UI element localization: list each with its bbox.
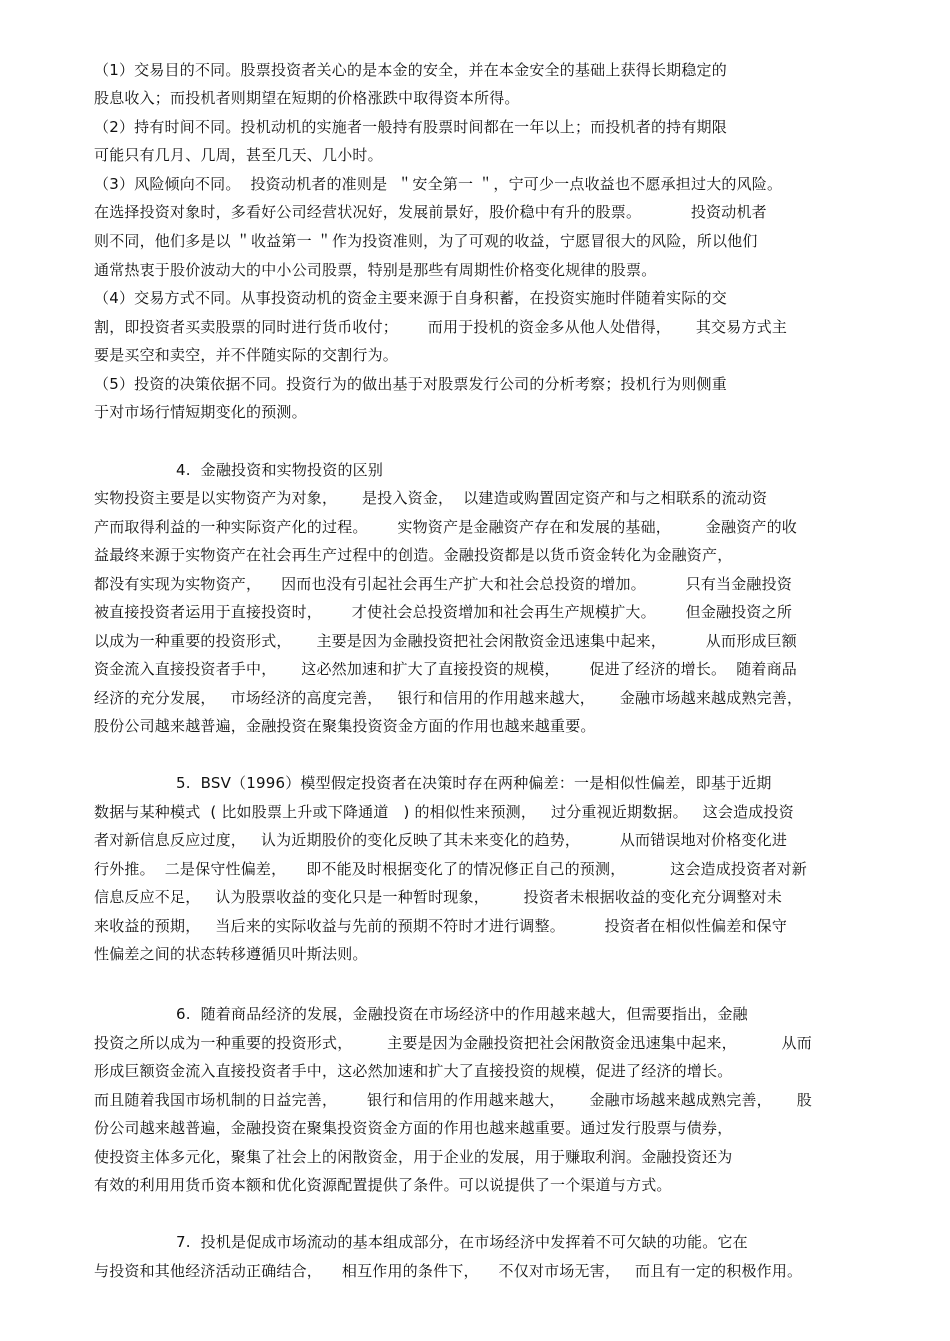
text-line: 投资之所以成为一种重要的投资形式， 主要是因为金融投资把社会闲散资金迅速集中起来， 从而 — [94, 1034, 812, 1052]
text-line: 实物投资主要是以实物资产为对象， 是投入资金， 以建造或购置固定资产和与之相联系的流动资 — [94, 489, 768, 507]
text-line: 数据与某种模式 ( 比如股票上升或下降通道 ) 的相似性来预测， 过分重视近期数据。 这会造成投资 — [94, 803, 794, 821]
text-line: 于对市场行情短期变化的预测。 — [94, 403, 307, 421]
text-line: 与投资和其他经济活动正确结合， 相互作用的条件下， 不仅对市场无害， 而且有一定的积极作用。 — [94, 1262, 803, 1280]
section-heading: 5. BSV（1996）模型假定投资者在决策时存在两种偏差：一是相似性偏差，即基于近期 — [176, 774, 772, 792]
text-line: 者对新信息反应过度， 认为近期股价的变化反映了其未来变化的趋势， 从而错误地对价格变化进 — [94, 831, 788, 849]
text-line: 有效的利用用货币资本额和优化资源配置提供了条件。可以说提供了一个渠道与方式。 — [94, 1176, 672, 1194]
text-line: 股息收入；而投机者则期望在短期的价格涨跌中取得资本所得。 — [94, 89, 520, 107]
text-line: 产而取得利益的一种实际资产化的过程。 实物资产是金融资产存在和发展的基础， 金融资产的收 — [94, 518, 797, 536]
section-heading: 6. 随着商品经济的发展，金融投资在市场经济中的作用越来越大，但需要指出，金融 — [176, 1005, 748, 1023]
text-line: 割，即投资者买卖股票的同时进行货币收付； 而用于投机的资金多从他人处借得， 其交易方式主 — [94, 318, 788, 336]
text-line: （2）持有时间不同。投机动机的实施者一般持有股票时间都在一年以上；而投机者的持有期限 — [94, 118, 727, 136]
section-heading: 4. 金融投资和实物投资的区别 — [176, 461, 384, 479]
text-line: 可能只有几月、几周，甚至几天、几小时。 — [94, 146, 383, 164]
text-line: 份公司越来越普遍，金融投资在聚集投资资金方面的作用也越来越重要。通过发行股票与债券， — [94, 1119, 733, 1137]
text-line: 行外推。 二是保守性偏差， 即不能及时根据变化了的情况修正自己的预测， 这会造成投资者对新 — [94, 860, 807, 878]
section-heading: 7. 投机是促成市场流动的基本组成部分，在市场经济中发挥着不可欠缺的功能。它在 — [176, 1233, 748, 1251]
text-line: 要是买空和卖空，并不伴随实际的交割行为。 — [94, 346, 399, 364]
text-line: 性偏差之间的状态转移遵循贝叶斯法则。 — [94, 945, 368, 963]
text-line: 信息反应不足， 认为股票收益的变化只是一种暂时现象， 投资者未根据收益的变化充分调整对未 — [94, 888, 783, 906]
text-line: 股份公司越来越普遍，金融投资在聚集投资资金方面的作用也越来越重要。 — [94, 717, 596, 735]
text-line: 通常热衷于股价波动大的中小公司股票，特别是那些有周期性价格变化规律的股票。 — [94, 261, 657, 279]
text-line: 被直接投资者运用于直接投资时， 才使社会总投资增加和社会再生产规模扩大。 但金融投资之所 — [94, 603, 793, 621]
text-line: 使投资主体多元化，聚集了社会上的闲散资金，用于企业的发展，用于赚取利润。金融投资还为 — [94, 1148, 733, 1166]
text-line: 以成为一种重要的投资形式， 主要是因为金融投资把社会闲散资金迅速集中起来， 从而形成巨额 — [94, 632, 797, 650]
text-line: （5）投资的决策依据不同。投资行为的做出基于对股票发行公司的分析考察；投机行为则侧重 — [94, 375, 727, 393]
text-line: 经济的充分发展， 市场经济的高度完善， 银行和信用的作用越来越大， 金融市场越来越成熟完善， — [94, 689, 803, 707]
text-line: 都没有实现为实物资产， 因而也没有引起社会再生产扩大和社会总投资的增加。 只有当金融投资 — [94, 575, 793, 593]
text-line: 来收益的预期， 当后来的实际收益与先前的预期不符时才进行调整。 投资者在相似性偏差和保守 — [94, 917, 788, 935]
text-line: 而且随着我国市场机制的日益完善， 银行和信用的作用越来越大， 金融市场越来越成熟完善， 股 — [94, 1091, 812, 1109]
text-line: 形成巨额资金流入直接投资者手中，这必然加速和扩大了直接投资的规模，促进了经济的增长。 — [94, 1062, 733, 1080]
text-line: 资金流入直接投资者手中， 这必然加速和扩大了直接投资的规模， 促进了经济的增长。 随着商品 — [94, 660, 797, 678]
text-line: （1）交易目的不同。股票投资者关心的是本金的安全，并在本金安全的基础上获得长期稳定的 — [94, 61, 727, 79]
text-line: 益最终来源于实物资产在社会再生产过程中的创造。金融投资都是以货币资金转化为金融资产， — [94, 546, 733, 564]
text-line: 在选择投资对象时，多看好公司经营状况好，发展前景好，股价稳中有升的股票。 投资动机者 — [94, 203, 767, 221]
text-line: （3）风险倾向不同。 投资动机者的准则是 ＂安全第一 ＂，宁可少一点收益也不愿承担过大的风险。 — [94, 175, 783, 193]
text-line: （4）交易方式不同。从事投资动机的资金主要来源于自身积蓄，在投资实施时伴随着实际的交 — [94, 289, 727, 307]
text-line: 则不同，他们多是以 ＂收益第一 ＂作为投资准则，为了可观的收益，宁愿冒很大的风险，所以他们 — [94, 232, 758, 250]
